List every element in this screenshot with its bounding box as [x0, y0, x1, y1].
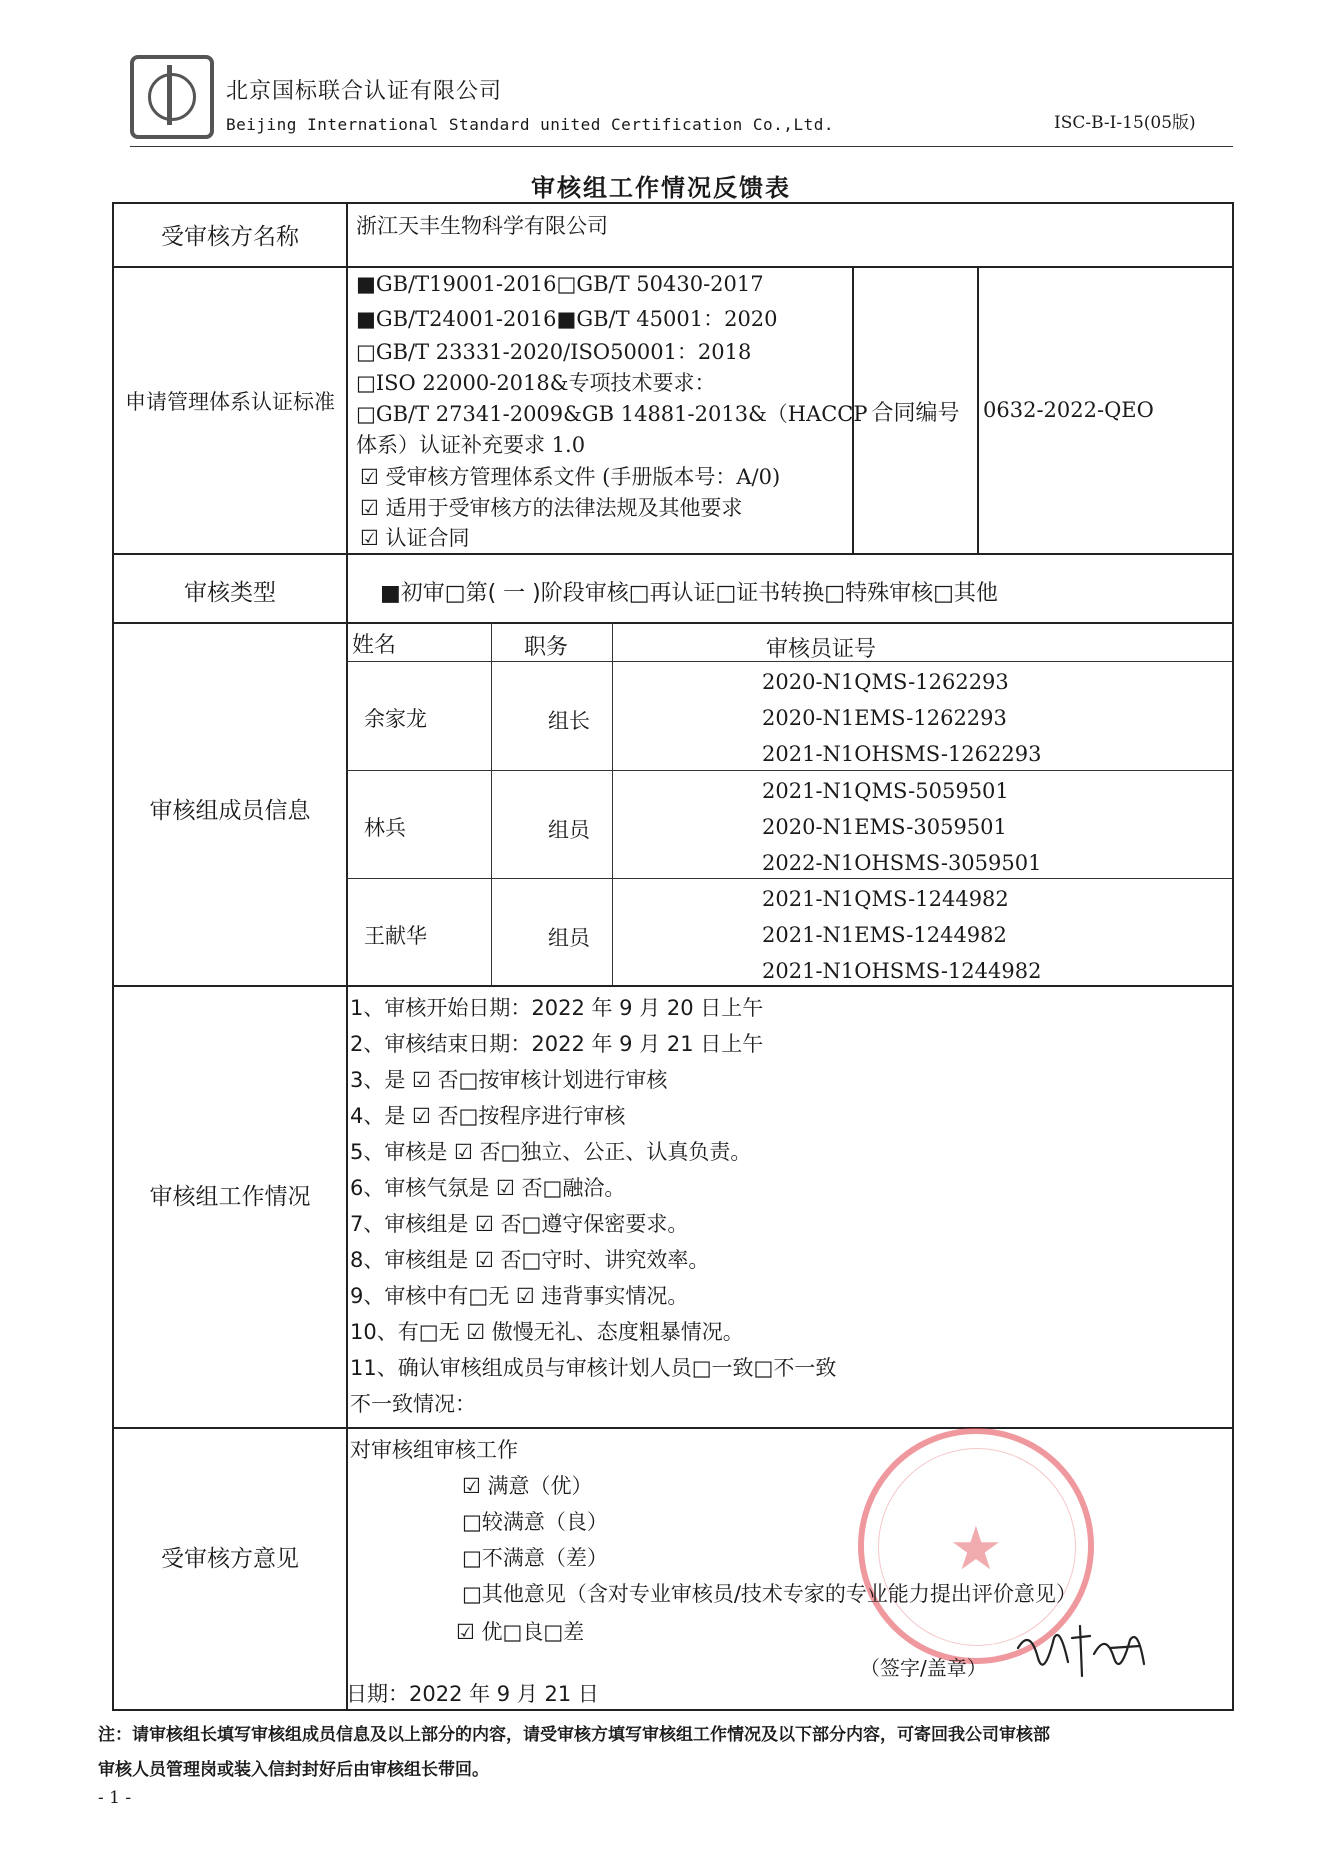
standard-line: ☑ 受审核方管理体系文件 (手册版本号：A/0) [360, 465, 781, 489]
opinion-label: 受审核方意见 [161, 1546, 299, 1572]
opinion-option: ☑ 优□良□差 [456, 1620, 585, 1644]
header-divider [130, 146, 1233, 147]
member-cert: 2022-N1OHSMS-3059501 [762, 851, 1042, 875]
opinion-option: □不满意（差） [462, 1546, 608, 1570]
work-item: 10、有□无 ☑ 傲慢无礼、态度粗暴情况。 [350, 1320, 744, 1344]
member-role: 组长 [548, 709, 590, 733]
work-item: 7、审核组是 ☑ 否□遵守保密要求。 [350, 1212, 689, 1236]
logo-ring [148, 73, 196, 121]
audit-type-label: 审核类型 [184, 580, 276, 606]
standard-line: ■GB/T24001-2016■GB/T 45001：2020 [356, 307, 778, 331]
opinion-option: □其他意见（含对专业审核员/技术专家的专业能力提出评价意见） [462, 1582, 1077, 1606]
members-label: 审核组成员信息 [149, 798, 311, 824]
work-item: 11、确认审核组成员与审核计划人员□一致□不一致 [350, 1356, 837, 1380]
company-logo-icon [130, 55, 214, 139]
contract-number: 0632-2022-QEO [983, 398, 1154, 422]
contract-number-label: 合同编号 [871, 401, 960, 426]
work-item: 6、审核气氛是 ☑ 否□融洽。 [350, 1176, 626, 1200]
auditee-label: 受审核方名称 [161, 224, 299, 250]
member-cert: 2020-N1QMS-1262293 [762, 670, 1009, 694]
auditee-name: 浙江天丰生物科学有限公司 [356, 214, 608, 238]
standards-label: 申请管理体系认证标准 [125, 390, 335, 414]
page-number: - 1 - [98, 1788, 132, 1808]
standard-line: ☑ 适用于受审核方的法律法规及其他要求 [360, 496, 743, 520]
member-name: 余家龙 [364, 707, 427, 731]
work-label: 审核组工作情况 [149, 1184, 311, 1210]
work-item: 1、审核开始日期：2022 年 9 月 20 日上午 [350, 996, 764, 1020]
member-role: 组员 [548, 926, 590, 950]
member-cert: 2020-N1EMS-1262293 [762, 706, 1007, 730]
member-cert: 2021-N1OHSMS-1262293 [762, 742, 1042, 766]
work-item: 4、是 ☑ 否□按程序进行审核 [350, 1104, 626, 1128]
member-name: 林兵 [364, 816, 406, 840]
opinion-option: ☑ 满意（优） [462, 1474, 593, 1498]
document-code: ISC-B-I-15(05版) [1054, 113, 1196, 133]
member-name: 王献华 [364, 924, 427, 948]
work-item: 5、审核是 ☑ 否□独立、公正、认真负责。 [350, 1140, 752, 1164]
footnote-line: 审核人员管理岗或装入信封封好后由审核组长带回。 [98, 1760, 489, 1780]
member-cert: 2021-N1QMS-1244982 [762, 887, 1009, 911]
work-item: 不一致情况： [350, 1392, 476, 1416]
standard-line: □ISO 22000-2018&专项技术要求： [356, 371, 716, 395]
opinion-intro: 对审核组审核工作 [350, 1438, 518, 1462]
work-item: 8、审核组是 ☑ 否□守时、讲究效率。 [350, 1248, 710, 1272]
members-header-cert: 审核员证号 [766, 637, 877, 662]
member-cert: 2021-N1OHSMS-1244982 [762, 959, 1042, 983]
member-cert: 2020-N1EMS-3059501 [762, 815, 1007, 839]
seal-star-icon: ★ [949, 1514, 1003, 1584]
opinion-option: □较满意（良） [462, 1510, 608, 1534]
standard-line: □GB/T 27341-2009&GB 14881-2013&（HACCP [356, 402, 868, 426]
handwritten-signature [1010, 1618, 1150, 1688]
member-cert: 2021-N1QMS-5059501 [762, 779, 1009, 803]
footnote-line: 注：请审核组长填写审核组成员信息及以上部分的内容，请受审核方填写审核组工作情况及以下部分内容，可寄回我公司审核部 [98, 1725, 1050, 1745]
opinion-date: 日期：2022 年 9 月 21 日 [346, 1682, 599, 1706]
audit-type-options: ■初审□第( 一 )阶段审核□再认证□证书转换□特殊审核□其他 [380, 581, 998, 606]
work-item: 9、审核中有□无 ☑ 违背事实情况。 [350, 1284, 689, 1308]
company-name-en: Beijing International Standard united Certification Co.,Ltd. [226, 115, 834, 134]
standard-line: ■GB/T19001-2016□GB/T 50430-2017 [356, 272, 764, 296]
company-name-cn: 北京国标联合认证有限公司 [226, 79, 503, 104]
work-item: 3、是 ☑ 否□按审核计划进行审核 [350, 1068, 668, 1092]
member-cert: 2021-N1EMS-1244982 [762, 923, 1007, 947]
member-role: 组员 [548, 818, 590, 842]
standard-line: ☑ 认证合同 [360, 526, 470, 550]
standard-line: □GB/T 23331-2020/ISO50001：2018 [356, 340, 752, 364]
form-title: 审核组工作情况反馈表 [531, 174, 791, 202]
members-header-name: 姓名 [352, 633, 397, 658]
work-item: 2、审核结束日期：2022 年 9 月 21 日上午 [350, 1032, 764, 1056]
members-header-role: 职务 [524, 635, 569, 660]
standard-line: 体系）认证补充要求 1.0 [356, 433, 586, 457]
logo-bar [167, 65, 172, 125]
signature-label: （签字/盖章） [860, 1656, 987, 1680]
